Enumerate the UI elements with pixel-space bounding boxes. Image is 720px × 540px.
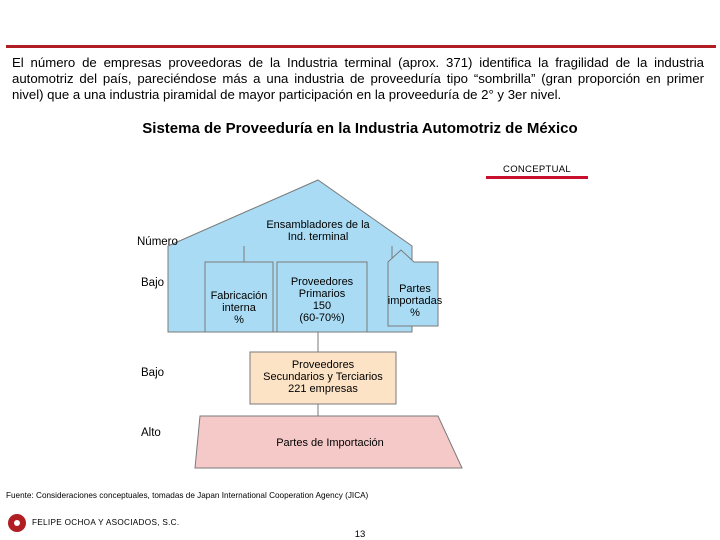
secondary-suppliers-label	[250, 359, 396, 395]
page-number: 13	[354, 529, 366, 540]
imported-line-1: Partes	[399, 283, 431, 295]
imported-parts-label	[380, 283, 450, 319]
imports-label: Partes de Importación	[276, 437, 384, 449]
internal-line-1: Fabricación	[210, 290, 268, 302]
primary-line-1: Proveedores	[290, 276, 354, 288]
intro-paragraph: El número de empresas proveedoras de la Industria terminal (aprox. 371) identifica la fragilidad de la industria automotriz del país, pareciéndose más a una industria de proveeduría tipo “sombrilla” (gran proporción en primer nivel) que a una industria piramidal de mayor participación en la proveeduría de 2° y 3er nivel.	[12, 55, 704, 102]
column-header-number: Número	[137, 236, 178, 248]
secondary-line-3: 221 empresas	[288, 383, 358, 395]
level-label-imports: Alto	[141, 427, 161, 439]
assemblers-line-1: Ensambladores de la	[266, 219, 370, 231]
internal-line-2: interna	[222, 302, 256, 314]
level-label-secondary: Bajo	[141, 367, 165, 379]
firm-name: FELIPE OCHOA Y ASOCIADOS, S.C.	[32, 518, 180, 527]
primary-line-2: Primarios	[298, 288, 346, 300]
firm-logo-inner-icon	[14, 520, 20, 526]
diagram-title: Sistema de Proveeduría en la Industria Automotriz de México	[142, 120, 578, 137]
conceptual-tag-label: CONCEPTUAL	[503, 164, 571, 175]
level-label-primary: Bajo	[141, 277, 165, 289]
internal-manufacturing-label	[200, 290, 278, 326]
primary-line-3: 150	[312, 300, 332, 312]
imported-line-3: %	[410, 307, 420, 319]
secondary-line-2: Secundarios y Terciarios	[263, 371, 383, 383]
primary-suppliers-label	[277, 276, 367, 324]
primary-line-4: (60-70%)	[299, 312, 345, 324]
source-note: Fuente: Consideraciones conceptuales, tomadas de Japan International Cooperation Agency (JICA)	[6, 491, 369, 500]
imported-line-2: importadas	[387, 295, 443, 307]
assemblers-line-2: Ind. terminal	[287, 231, 349, 243]
assemblers-label	[248, 219, 388, 243]
secondary-line-1: Proveedores	[291, 359, 355, 371]
internal-line-3: %	[234, 314, 244, 326]
